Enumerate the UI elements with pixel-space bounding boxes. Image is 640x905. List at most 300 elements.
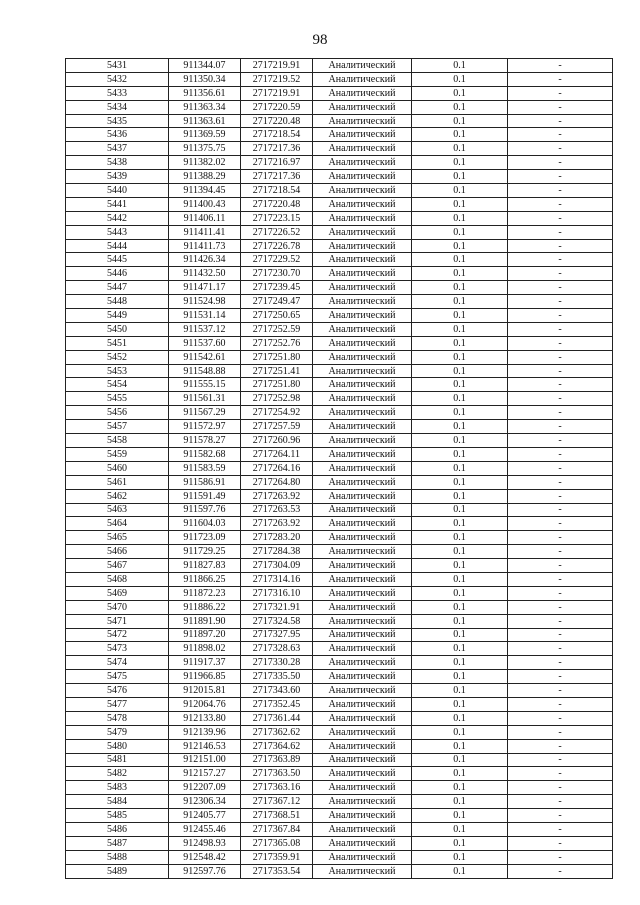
point-number-cell: 5479 — [66, 725, 169, 739]
table-row — [66, 197, 613, 211]
method-cell: Аналитический — [313, 503, 412, 517]
description-cell: - — [508, 739, 613, 753]
point-number-cell: 5484 — [66, 795, 169, 809]
accuracy-cell: 0.1 — [412, 559, 508, 573]
method-cell: Аналитический — [313, 364, 412, 378]
accuracy-cell: 0.1 — [412, 684, 508, 698]
accuracy-cell: 0.1 — [412, 350, 508, 364]
description-cell: - — [508, 836, 613, 850]
point-number-cell: 5467 — [66, 559, 169, 573]
x-coordinate-cell: 912139.96 — [169, 725, 241, 739]
description-cell: - — [508, 420, 613, 434]
point-number-cell: 5481 — [66, 753, 169, 767]
point-number-cell: 5432 — [66, 72, 169, 86]
accuracy-cell: 0.1 — [412, 545, 508, 559]
table-row — [66, 656, 613, 670]
description-cell: - — [508, 128, 613, 142]
table-row — [66, 142, 613, 156]
table-row — [66, 545, 613, 559]
table-row — [66, 434, 613, 448]
table-row — [66, 475, 613, 489]
table-row — [66, 670, 613, 684]
accuracy-cell: 0.1 — [412, 739, 508, 753]
y-coordinate-cell: 2717364.62 — [241, 739, 313, 753]
description-cell: - — [508, 864, 613, 878]
y-coordinate-cell: 2717216.97 — [241, 156, 313, 170]
point-number-cell: 5460 — [66, 461, 169, 475]
method-cell: Аналитический — [313, 142, 412, 156]
x-coordinate-cell: 911432.50 — [169, 267, 241, 281]
table-row — [66, 822, 613, 836]
method-cell: Аналитический — [313, 697, 412, 711]
point-number-cell: 5465 — [66, 531, 169, 545]
accuracy-cell: 0.1 — [412, 795, 508, 809]
description-cell: - — [508, 267, 613, 281]
method-cell: Аналитический — [313, 545, 412, 559]
x-coordinate-cell: 911891.90 — [169, 614, 241, 628]
point-number-cell: 5472 — [66, 628, 169, 642]
point-number-cell: 5458 — [66, 434, 169, 448]
y-coordinate-cell: 2717230.70 — [241, 267, 313, 281]
point-number-cell: 5489 — [66, 864, 169, 878]
point-number-cell: 5475 — [66, 670, 169, 684]
x-coordinate-cell: 911411.41 — [169, 225, 241, 239]
point-number-cell: 5474 — [66, 656, 169, 670]
description-cell: - — [508, 489, 613, 503]
y-coordinate-cell: 2717324.58 — [241, 614, 313, 628]
point-number-cell: 5471 — [66, 614, 169, 628]
x-coordinate-cell: 911356.61 — [169, 86, 241, 100]
method-cell: Аналитический — [313, 809, 412, 823]
description-cell: - — [508, 572, 613, 586]
table-row — [66, 614, 613, 628]
description-cell: - — [508, 670, 613, 684]
accuracy-cell: 0.1 — [412, 239, 508, 253]
table-row — [66, 503, 613, 517]
accuracy-cell: 0.1 — [412, 267, 508, 281]
method-cell: Аналитический — [313, 781, 412, 795]
method-cell: Аналитический — [313, 114, 412, 128]
y-coordinate-cell: 2717264.11 — [241, 447, 313, 461]
accuracy-cell: 0.1 — [412, 531, 508, 545]
point-number-cell: 5480 — [66, 739, 169, 753]
method-cell: Аналитический — [313, 281, 412, 295]
point-number-cell: 5456 — [66, 406, 169, 420]
method-cell: Аналитический — [313, 225, 412, 239]
point-number-cell: 5440 — [66, 184, 169, 198]
x-coordinate-cell: 911723.09 — [169, 531, 241, 545]
method-cell: Аналитический — [313, 642, 412, 656]
y-coordinate-cell: 2717220.48 — [241, 114, 313, 128]
accuracy-cell: 0.1 — [412, 378, 508, 392]
method-cell: Аналитический — [313, 600, 412, 614]
description-cell: - — [508, 225, 613, 239]
point-number-cell: 5478 — [66, 711, 169, 725]
table-row — [66, 170, 613, 184]
accuracy-cell: 0.1 — [412, 517, 508, 531]
y-coordinate-cell: 2717250.65 — [241, 309, 313, 323]
x-coordinate-cell: 911583.59 — [169, 461, 241, 475]
point-number-cell: 5483 — [66, 781, 169, 795]
description-cell: - — [508, 447, 613, 461]
table-row — [66, 809, 613, 823]
table-row — [66, 267, 613, 281]
x-coordinate-cell: 911406.11 — [169, 211, 241, 225]
coordinates-table — [65, 58, 613, 879]
description-cell: - — [508, 809, 613, 823]
accuracy-cell: 0.1 — [412, 850, 508, 864]
x-coordinate-cell: 912015.81 — [169, 684, 241, 698]
description-cell: - — [508, 725, 613, 739]
accuracy-cell: 0.1 — [412, 142, 508, 156]
x-coordinate-cell: 911866.25 — [169, 572, 241, 586]
table-row — [66, 684, 613, 698]
accuracy-cell: 0.1 — [412, 447, 508, 461]
table-row — [66, 725, 613, 739]
y-coordinate-cell: 2717226.52 — [241, 225, 313, 239]
table-row — [66, 128, 613, 142]
table-row — [66, 420, 613, 434]
accuracy-cell: 0.1 — [412, 364, 508, 378]
accuracy-cell: 0.1 — [412, 489, 508, 503]
y-coordinate-cell: 2717363.89 — [241, 753, 313, 767]
method-cell: Аналитический — [313, 711, 412, 725]
method-cell: Аналитический — [313, 572, 412, 586]
point-number-cell: 5435 — [66, 114, 169, 128]
point-number-cell: 5441 — [66, 197, 169, 211]
accuracy-cell: 0.1 — [412, 420, 508, 434]
table-row — [66, 281, 613, 295]
description-cell: - — [508, 614, 613, 628]
point-number-cell: 5455 — [66, 392, 169, 406]
accuracy-cell: 0.1 — [412, 309, 508, 323]
description-cell: - — [508, 142, 613, 156]
x-coordinate-cell: 912548.42 — [169, 850, 241, 864]
accuracy-cell: 0.1 — [412, 628, 508, 642]
accuracy-cell: 0.1 — [412, 753, 508, 767]
point-number-cell: 5438 — [66, 156, 169, 170]
y-coordinate-cell: 2717220.59 — [241, 100, 313, 114]
table-row — [66, 642, 613, 656]
description-cell: - — [508, 350, 613, 364]
y-coordinate-cell: 2717217.36 — [241, 142, 313, 156]
x-coordinate-cell: 911363.61 — [169, 114, 241, 128]
description-cell: - — [508, 406, 613, 420]
point-number-cell: 5439 — [66, 170, 169, 184]
accuracy-cell: 0.1 — [412, 253, 508, 267]
y-coordinate-cell: 2717365.08 — [241, 836, 313, 850]
y-coordinate-cell: 2717251.80 — [241, 350, 313, 364]
point-number-cell: 5466 — [66, 545, 169, 559]
description-cell: - — [508, 322, 613, 336]
x-coordinate-cell: 911426.34 — [169, 253, 241, 267]
point-number-cell: 5453 — [66, 364, 169, 378]
x-coordinate-cell: 912597.76 — [169, 864, 241, 878]
point-number-cell: 5450 — [66, 322, 169, 336]
y-coordinate-cell: 2717254.92 — [241, 406, 313, 420]
x-coordinate-cell: 911537.12 — [169, 322, 241, 336]
x-coordinate-cell: 911729.25 — [169, 545, 241, 559]
x-coordinate-cell: 911531.14 — [169, 309, 241, 323]
point-number-cell: 5448 — [66, 295, 169, 309]
method-cell: Аналитический — [313, 128, 412, 142]
y-coordinate-cell: 2717251.80 — [241, 378, 313, 392]
description-cell: - — [508, 781, 613, 795]
x-coordinate-cell: 911548.88 — [169, 364, 241, 378]
method-cell: Аналитический — [313, 864, 412, 878]
x-coordinate-cell: 911917.37 — [169, 656, 241, 670]
table-row — [66, 572, 613, 586]
y-coordinate-cell: 2717321.91 — [241, 600, 313, 614]
table-row — [66, 447, 613, 461]
y-coordinate-cell: 2717283.20 — [241, 531, 313, 545]
method-cell: Аналитический — [313, 211, 412, 225]
method-cell: Аналитический — [313, 767, 412, 781]
x-coordinate-cell: 912064.76 — [169, 697, 241, 711]
description-cell: - — [508, 295, 613, 309]
table-row — [66, 225, 613, 239]
point-number-cell: 5454 — [66, 378, 169, 392]
y-coordinate-cell: 2717257.59 — [241, 420, 313, 434]
y-coordinate-cell: 2717263.53 — [241, 503, 313, 517]
table-row — [66, 295, 613, 309]
method-cell: Аналитический — [313, 614, 412, 628]
description-cell: - — [508, 86, 613, 100]
y-coordinate-cell: 2717239.45 — [241, 281, 313, 295]
x-coordinate-cell: 912133.80 — [169, 711, 241, 725]
point-number-cell: 5468 — [66, 572, 169, 586]
table-row — [66, 697, 613, 711]
description-cell: - — [508, 461, 613, 475]
method-cell: Аналитический — [313, 517, 412, 531]
accuracy-cell: 0.1 — [412, 72, 508, 86]
x-coordinate-cell: 911555.15 — [169, 378, 241, 392]
point-number-cell: 5462 — [66, 489, 169, 503]
y-coordinate-cell: 2717229.52 — [241, 253, 313, 267]
y-coordinate-cell: 2717220.48 — [241, 197, 313, 211]
y-coordinate-cell: 2717252.76 — [241, 336, 313, 350]
description-cell: - — [508, 392, 613, 406]
y-coordinate-cell: 2717249.47 — [241, 295, 313, 309]
accuracy-cell: 0.1 — [412, 572, 508, 586]
method-cell: Аналитический — [313, 309, 412, 323]
description-cell: - — [508, 850, 613, 864]
description-cell: - — [508, 378, 613, 392]
description-cell: - — [508, 156, 613, 170]
table-row — [66, 336, 613, 350]
method-cell: Аналитический — [313, 822, 412, 836]
x-coordinate-cell: 912146.53 — [169, 739, 241, 753]
point-number-cell: 5464 — [66, 517, 169, 531]
accuracy-cell: 0.1 — [412, 461, 508, 475]
accuracy-cell: 0.1 — [412, 697, 508, 711]
x-coordinate-cell: 911567.29 — [169, 406, 241, 420]
point-number-cell: 5487 — [66, 836, 169, 850]
description-cell: - — [508, 559, 613, 573]
method-cell: Аналитический — [313, 253, 412, 267]
point-number-cell: 5470 — [66, 600, 169, 614]
point-number-cell: 5443 — [66, 225, 169, 239]
table-row — [66, 795, 613, 809]
point-number-cell: 5449 — [66, 309, 169, 323]
table-row — [66, 753, 613, 767]
table-row — [66, 100, 613, 114]
table-row — [66, 628, 613, 642]
accuracy-cell: 0.1 — [412, 822, 508, 836]
accuracy-cell: 0.1 — [412, 434, 508, 448]
table-row — [66, 309, 613, 323]
accuracy-cell: 0.1 — [412, 170, 508, 184]
method-cell: Аналитический — [313, 489, 412, 503]
description-cell: - — [508, 197, 613, 211]
x-coordinate-cell: 911524.98 — [169, 295, 241, 309]
y-coordinate-cell: 2717304.09 — [241, 559, 313, 573]
accuracy-cell: 0.1 — [412, 711, 508, 725]
table-row — [66, 156, 613, 170]
method-cell: Аналитический — [313, 350, 412, 364]
y-coordinate-cell: 2717314.16 — [241, 572, 313, 586]
accuracy-cell: 0.1 — [412, 211, 508, 225]
description-cell: - — [508, 822, 613, 836]
y-coordinate-cell: 2717343.60 — [241, 684, 313, 698]
accuracy-cell: 0.1 — [412, 86, 508, 100]
page-number: 98 — [312, 32, 328, 48]
table-row — [66, 114, 613, 128]
x-coordinate-cell: 912157.27 — [169, 767, 241, 781]
description-cell: - — [508, 711, 613, 725]
x-coordinate-cell: 911344.07 — [169, 59, 241, 73]
description-cell: - — [508, 684, 613, 698]
table-row — [66, 600, 613, 614]
table-row — [66, 253, 613, 267]
table-row — [66, 350, 613, 364]
accuracy-cell: 0.1 — [412, 503, 508, 517]
x-coordinate-cell: 911604.03 — [169, 517, 241, 531]
method-cell: Аналитический — [313, 100, 412, 114]
x-coordinate-cell: 911411.73 — [169, 239, 241, 253]
point-number-cell: 5436 — [66, 128, 169, 142]
method-cell: Аналитический — [313, 836, 412, 850]
table-row — [66, 586, 613, 600]
y-coordinate-cell: 2717335.50 — [241, 670, 313, 684]
description-cell: - — [508, 364, 613, 378]
table-row — [66, 781, 613, 795]
y-coordinate-cell: 2717219.52 — [241, 72, 313, 86]
accuracy-cell: 0.1 — [412, 281, 508, 295]
method-cell: Аналитический — [313, 739, 412, 753]
method-cell: Аналитический — [313, 670, 412, 684]
x-coordinate-cell: 911586.91 — [169, 475, 241, 489]
accuracy-cell: 0.1 — [412, 586, 508, 600]
table-row — [66, 864, 613, 878]
description-cell: - — [508, 253, 613, 267]
description-cell: - — [508, 114, 613, 128]
method-cell: Аналитический — [313, 725, 412, 739]
point-number-cell: 5473 — [66, 642, 169, 656]
y-coordinate-cell: 2717263.92 — [241, 517, 313, 531]
description-cell: - — [508, 211, 613, 225]
point-number-cell: 5434 — [66, 100, 169, 114]
point-number-cell: 5488 — [66, 850, 169, 864]
description-cell: - — [508, 475, 613, 489]
table-row — [66, 406, 613, 420]
y-coordinate-cell: 2717352.45 — [241, 697, 313, 711]
description-cell: - — [508, 434, 613, 448]
accuracy-cell: 0.1 — [412, 184, 508, 198]
method-cell: Аналитический — [313, 531, 412, 545]
y-coordinate-cell: 2717367.84 — [241, 822, 313, 836]
accuracy-cell: 0.1 — [412, 725, 508, 739]
description-cell: - — [508, 753, 613, 767]
y-coordinate-cell: 2717264.16 — [241, 461, 313, 475]
description-cell: - — [508, 517, 613, 531]
table-row — [66, 739, 613, 753]
accuracy-cell: 0.1 — [412, 614, 508, 628]
description-cell: - — [508, 545, 613, 559]
y-coordinate-cell: 2717367.12 — [241, 795, 313, 809]
x-coordinate-cell: 911897.20 — [169, 628, 241, 642]
table-row — [66, 184, 613, 198]
description-cell: - — [508, 503, 613, 517]
table-row — [66, 531, 613, 545]
y-coordinate-cell: 2717217.36 — [241, 170, 313, 184]
method-cell: Аналитический — [313, 267, 412, 281]
method-cell: Аналитический — [313, 753, 412, 767]
y-coordinate-cell: 2717353.54 — [241, 864, 313, 878]
method-cell: Аналитический — [313, 559, 412, 573]
y-coordinate-cell: 2717363.16 — [241, 781, 313, 795]
x-coordinate-cell: 911578.27 — [169, 434, 241, 448]
y-coordinate-cell: 2717251.41 — [241, 364, 313, 378]
y-coordinate-cell: 2717252.98 — [241, 392, 313, 406]
x-coordinate-cell: 911400.43 — [169, 197, 241, 211]
x-coordinate-cell: 912151.00 — [169, 753, 241, 767]
description-cell: - — [508, 795, 613, 809]
description-cell: - — [508, 767, 613, 781]
accuracy-cell: 0.1 — [412, 600, 508, 614]
table-row — [66, 767, 613, 781]
description-cell: - — [508, 336, 613, 350]
table-row — [66, 86, 613, 100]
description-cell: - — [508, 656, 613, 670]
point-number-cell: 5444 — [66, 239, 169, 253]
method-cell: Аналитический — [313, 239, 412, 253]
y-coordinate-cell: 2717327.95 — [241, 628, 313, 642]
x-coordinate-cell: 911350.34 — [169, 72, 241, 86]
y-coordinate-cell: 2717359.91 — [241, 850, 313, 864]
x-coordinate-cell: 911382.02 — [169, 156, 241, 170]
point-number-cell: 5485 — [66, 809, 169, 823]
x-coordinate-cell: 911966.85 — [169, 670, 241, 684]
accuracy-cell: 0.1 — [412, 197, 508, 211]
method-cell: Аналитический — [313, 850, 412, 864]
method-cell: Аналитический — [313, 684, 412, 698]
x-coordinate-cell: 911561.31 — [169, 392, 241, 406]
accuracy-cell: 0.1 — [412, 406, 508, 420]
accuracy-cell: 0.1 — [412, 59, 508, 73]
x-coordinate-cell: 911375.75 — [169, 142, 241, 156]
method-cell: Аналитический — [313, 461, 412, 475]
x-coordinate-cell: 911591.49 — [169, 489, 241, 503]
method-cell: Аналитический — [313, 336, 412, 350]
point-number-cell: 5446 — [66, 267, 169, 281]
y-coordinate-cell: 2717363.50 — [241, 767, 313, 781]
point-number-cell: 5445 — [66, 253, 169, 267]
x-coordinate-cell: 912498.93 — [169, 836, 241, 850]
y-coordinate-cell: 2717260.96 — [241, 434, 313, 448]
accuracy-cell: 0.1 — [412, 656, 508, 670]
description-cell: - — [508, 100, 613, 114]
